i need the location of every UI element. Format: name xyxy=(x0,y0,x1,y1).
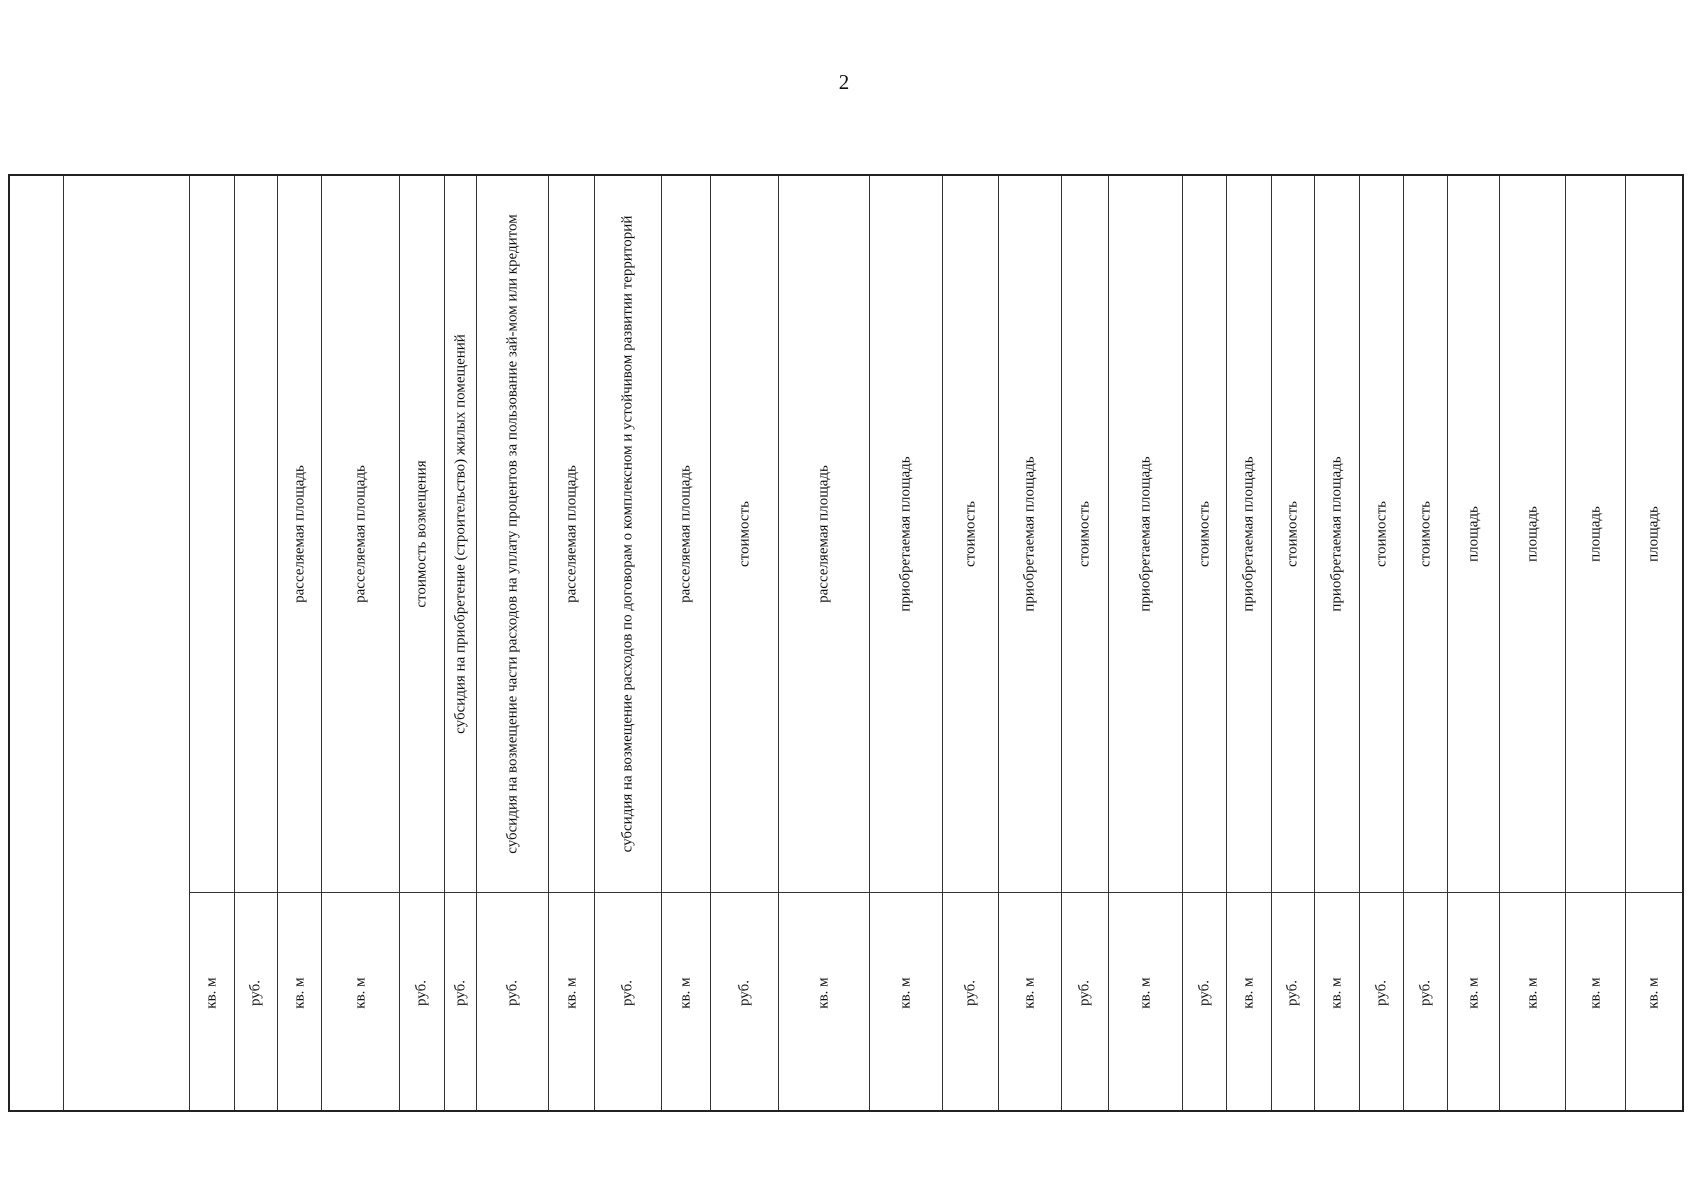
unit-label: кв. м xyxy=(1021,977,1038,1009)
unit-label: кв. м xyxy=(1240,977,1257,1009)
column-header-text: стоимость xyxy=(1076,501,1093,567)
column-header-cell xyxy=(549,176,594,893)
table-column xyxy=(64,176,190,1110)
column-header-text: стоимость возмещения xyxy=(413,460,430,608)
column-header-text: расселяемая площадь xyxy=(815,465,832,603)
unit-cell xyxy=(1109,893,1182,1110)
column-header-text: площадь xyxy=(1645,506,1662,562)
column-header-cell xyxy=(1500,176,1565,893)
column-header-cell xyxy=(870,176,942,893)
unit-cell xyxy=(477,893,548,1110)
unit-cell xyxy=(549,893,594,1110)
unit-label: руб. xyxy=(1417,980,1433,1006)
column-header-text: стоимость xyxy=(962,501,978,567)
page-number: 2 xyxy=(838,70,850,94)
column-header-cell xyxy=(1404,176,1447,893)
table-column xyxy=(1360,176,1404,1110)
unit-label: руб. xyxy=(1373,980,1389,1006)
table-column xyxy=(1500,176,1566,1110)
unit-label: руб. xyxy=(962,980,978,1006)
column-header-text: стоимость xyxy=(736,501,752,567)
unit-cell xyxy=(1227,893,1271,1110)
unit-label: кв. м xyxy=(1137,977,1153,1009)
table-column xyxy=(1448,176,1500,1110)
unit-label: кв. м xyxy=(897,977,914,1009)
unit-cell xyxy=(190,893,234,1110)
column-header-text: субсидия на возмещение части расходов на уплату процентов за пользование зай-мом или кредитом xyxy=(504,214,520,854)
table-column xyxy=(1404,176,1448,1110)
unit-cell xyxy=(779,893,869,1110)
column-header-cell xyxy=(711,176,778,893)
column-header-cell xyxy=(400,176,444,893)
unit-cell xyxy=(1566,893,1625,1110)
column-header-cell xyxy=(1360,176,1403,893)
table-column xyxy=(999,176,1062,1110)
table-column xyxy=(190,176,235,1110)
unit-cell xyxy=(999,893,1061,1110)
column-header-cell xyxy=(1183,176,1226,893)
unit-cell xyxy=(235,893,277,1110)
unit-label: руб. xyxy=(504,980,520,1006)
unit-label: руб. xyxy=(1196,980,1212,1006)
unit-cell xyxy=(1062,893,1108,1110)
column-header-text: стоимость xyxy=(1284,501,1301,567)
table-column xyxy=(235,176,278,1110)
unit-cell xyxy=(870,893,942,1110)
table-column xyxy=(1109,176,1183,1110)
table-column xyxy=(595,176,662,1110)
unit-label: кв. м xyxy=(677,977,694,1009)
column-header-text: стоимость xyxy=(1417,501,1433,567)
unit-label: кв. м xyxy=(815,977,832,1009)
column-header-text: приобретаемая площадь xyxy=(897,456,914,612)
table-column xyxy=(1315,176,1360,1110)
column-header-text: площадь xyxy=(1587,506,1603,562)
unit-label: руб. xyxy=(452,980,468,1006)
column-header-text: субсидия на приобретение (строительство) жилых помещений xyxy=(452,334,468,734)
unit-cell xyxy=(278,893,321,1110)
indicators-table xyxy=(8,174,1684,1112)
column-header-cell xyxy=(1315,176,1359,893)
table-column xyxy=(870,176,943,1110)
column-header-cell xyxy=(1062,176,1108,893)
unit-cell xyxy=(1626,893,1682,1110)
unit-label: кв. м xyxy=(1465,977,1481,1009)
column-header-cell xyxy=(1227,176,1271,893)
unit-cell xyxy=(711,893,778,1110)
unit-label: кв. м xyxy=(291,977,307,1009)
unit-label: кв. м xyxy=(203,977,220,1009)
column-header-text: расселяемая площадь xyxy=(352,465,368,603)
column-header-text: приобретаемая площадь xyxy=(1240,456,1257,612)
column-header-cell xyxy=(278,176,321,893)
unit-cell xyxy=(1448,893,1499,1110)
column-header-text: расселяемая площадь xyxy=(291,465,307,603)
unit-label: кв. м xyxy=(352,977,368,1009)
table-column xyxy=(779,176,870,1110)
column-header-cell xyxy=(235,176,277,893)
table-column xyxy=(445,176,477,1110)
column-header-cell xyxy=(477,176,548,893)
table-column xyxy=(10,176,64,1110)
unit-cell xyxy=(1183,893,1226,1110)
table-column xyxy=(477,176,549,1110)
unit-label: руб. xyxy=(619,980,636,1006)
unit-label: руб. xyxy=(247,980,264,1006)
table-column xyxy=(943,176,999,1110)
column-header-cell xyxy=(1272,176,1314,893)
unit-label: руб. xyxy=(736,980,752,1006)
unit-cell xyxy=(1272,893,1314,1110)
column-header-text: приобретаемая площадь xyxy=(1137,456,1153,612)
column-header-cell xyxy=(999,176,1061,893)
unit-cell xyxy=(1360,893,1403,1110)
unit-cell xyxy=(322,893,399,1110)
table-column xyxy=(322,176,400,1110)
table-column xyxy=(278,176,322,1110)
column-header-text: субсидия на возмещение расходов по договорам о комплексном и устойчивом развитии территорий xyxy=(619,215,636,853)
column-header-cell xyxy=(1448,176,1499,893)
table-column xyxy=(1272,176,1315,1110)
unit-label: кв. м xyxy=(1328,977,1345,1009)
unit-cell xyxy=(943,893,998,1110)
unit-label: кв. м xyxy=(563,977,579,1009)
table-column xyxy=(549,176,595,1110)
column-header-cell xyxy=(662,176,710,893)
column-header-text: приобретаемая площадь xyxy=(1328,456,1345,612)
table-column xyxy=(662,176,711,1110)
column-header-cell xyxy=(1626,176,1682,893)
column-header-text: стоимость xyxy=(1373,501,1389,567)
unit-label: кв. м xyxy=(1524,977,1540,1009)
table-column xyxy=(1183,176,1227,1110)
unit-cell xyxy=(400,893,444,1110)
unit-label: кв. м xyxy=(1587,977,1603,1009)
column-header-cell xyxy=(1566,176,1625,893)
column-header-cell xyxy=(445,176,476,893)
table-column xyxy=(1566,176,1626,1110)
column-header-cell xyxy=(190,176,234,893)
unit-label: кв. м xyxy=(1645,977,1662,1009)
unit-cell xyxy=(1404,893,1447,1110)
column-header-text: приобретаемая площадь xyxy=(1021,456,1038,612)
column-header-text: площадь xyxy=(1524,506,1540,562)
column-header-text: стоимость xyxy=(1196,501,1212,567)
table-column xyxy=(1626,176,1682,1110)
table-column xyxy=(400,176,445,1110)
unit-cell xyxy=(662,893,710,1110)
column-header-cell xyxy=(779,176,869,893)
column-header-cell xyxy=(943,176,998,893)
unit-cell xyxy=(445,893,476,1110)
column-header-text: площадь xyxy=(1465,506,1481,562)
table-column xyxy=(1062,176,1109,1110)
unit-cell xyxy=(1500,893,1565,1110)
unit-cell xyxy=(595,893,661,1110)
column-header-text: расселяемая площадь xyxy=(677,465,694,603)
column-header-cell xyxy=(595,176,661,893)
column-header-text: расселяемая площадь xyxy=(563,465,579,603)
unit-label: руб. xyxy=(413,980,430,1006)
column-header-cell xyxy=(1109,176,1182,893)
unit-label: руб. xyxy=(1284,980,1301,1006)
unit-label: руб. xyxy=(1076,980,1093,1006)
table-column xyxy=(1227,176,1272,1110)
unit-cell xyxy=(1315,893,1359,1110)
table-column xyxy=(711,176,779,1110)
column-header-cell xyxy=(322,176,399,893)
